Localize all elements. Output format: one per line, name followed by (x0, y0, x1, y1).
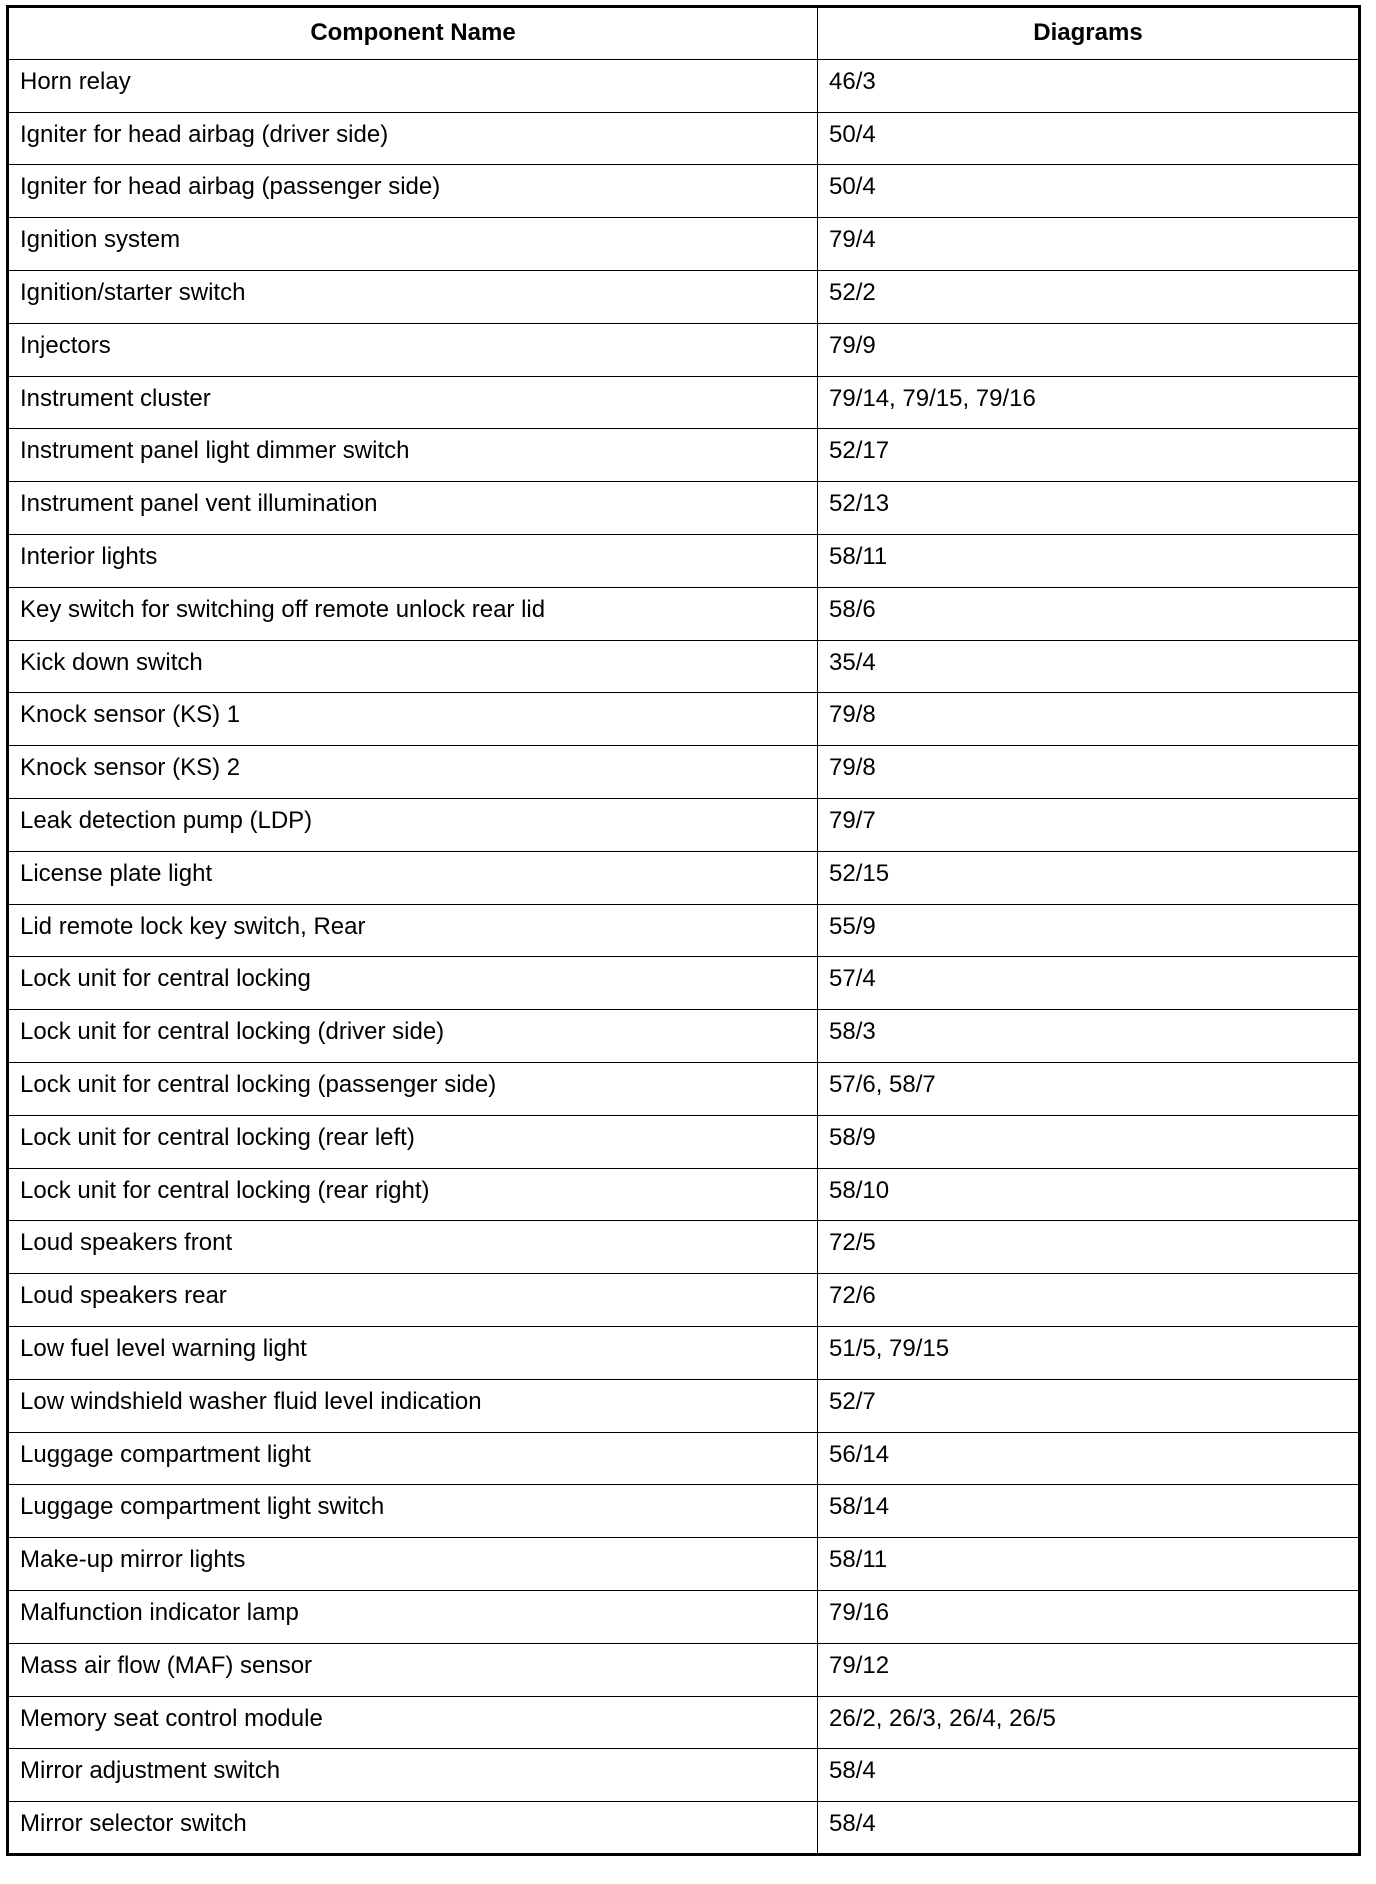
table-row (8, 1643, 1360, 1696)
component-name-cell: Interior lights (8, 534, 818, 587)
diagrams-cell: 79/16 (818, 1590, 1360, 1643)
component-name-cell: Low fuel level warning light (8, 1326, 818, 1379)
table-row (8, 1379, 1360, 1432)
component-name-cell: Lock unit for central locking (rear left) (8, 1115, 818, 1168)
diagrams-cell: 58/6 (818, 587, 1360, 640)
diagrams-cell: 58/4 (818, 1802, 1360, 1855)
component-name-cell: Knock sensor (KS) 2 (8, 746, 818, 799)
table-row (8, 904, 1360, 957)
table-row (8, 112, 1360, 165)
table-row (8, 218, 1360, 271)
component-name-cell: Mirror adjustment switch (8, 1749, 818, 1802)
header-row (8, 7, 1360, 60)
component-name-cell: Luggage compartment light switch (8, 1485, 818, 1538)
diagrams-cell: 79/8 (818, 746, 1360, 799)
diagrams-cell: 56/14 (818, 1432, 1360, 1485)
component-name-cell: Lock unit for central locking (passenger side) (8, 1062, 818, 1115)
diagrams-cell: 58/3 (818, 1010, 1360, 1063)
component-name-cell: Key switch for switching off remote unlock rear lid (8, 587, 818, 640)
table-body (8, 59, 1360, 1854)
diagrams-cell: 46/3 (818, 59, 1360, 112)
diagrams-cell: 58/10 (818, 1168, 1360, 1221)
component-name-cell: Low windshield washer fluid level indication (8, 1379, 818, 1432)
table-row (8, 270, 1360, 323)
table-row (8, 640, 1360, 693)
table-row (8, 1590, 1360, 1643)
diagrams-cell: 55/9 (818, 904, 1360, 957)
diagrams-cell: 52/2 (818, 270, 1360, 323)
table-row (8, 1168, 1360, 1221)
table-row (8, 746, 1360, 799)
component-name-cell: Make-up mirror lights (8, 1538, 818, 1591)
component-name-cell: Loud speakers front (8, 1221, 818, 1274)
component-name-cell: Memory seat control module (8, 1696, 818, 1749)
component-name-cell: Ignition system (8, 218, 818, 271)
diagrams-cell: 26/2, 26/3, 26/4, 26/5 (818, 1696, 1360, 1749)
table-row (8, 1696, 1360, 1749)
table-row (8, 1221, 1360, 1274)
diagrams-cell: 52/7 (818, 1379, 1360, 1432)
component-name-cell: Instrument panel light dimmer switch (8, 429, 818, 482)
component-name-cell: Knock sensor (KS) 1 (8, 693, 818, 746)
diagrams-cell: 50/4 (818, 165, 1360, 218)
component-name-cell: Injectors (8, 323, 818, 376)
component-name-cell: Ignition/starter switch (8, 270, 818, 323)
table-row (8, 1802, 1360, 1855)
table-row (8, 1326, 1360, 1379)
diagrams-cell: 79/14, 79/15, 79/16 (818, 376, 1360, 429)
component-name-cell: Igniter for head airbag (passenger side) (8, 165, 818, 218)
component-name-cell: Lid remote lock key switch, Rear (8, 904, 818, 957)
component-name-cell: Mirror selector switch (8, 1802, 818, 1855)
component-name-cell: Lock unit for central locking (8, 957, 818, 1010)
diagrams-cell: 58/14 (818, 1485, 1360, 1538)
diagrams-cell: 79/12 (818, 1643, 1360, 1696)
diagrams-cell: 79/4 (818, 218, 1360, 271)
table-row (8, 1432, 1360, 1485)
table-row (8, 693, 1360, 746)
diagrams-cell: 72/5 (818, 1221, 1360, 1274)
table-row (8, 1274, 1360, 1327)
table-row (8, 798, 1360, 851)
diagrams-cell: 58/11 (818, 1538, 1360, 1591)
table-row (8, 1538, 1360, 1591)
diagrams-cell: 57/6, 58/7 (818, 1062, 1360, 1115)
table-row (8, 482, 1360, 535)
column-header-diagrams: Diagrams (818, 7, 1360, 60)
diagrams-cell: 50/4 (818, 112, 1360, 165)
table-row (8, 429, 1360, 482)
component-name-cell: Lock unit for central locking (rear right) (8, 1168, 818, 1221)
table-row (8, 59, 1360, 112)
table-row (8, 1010, 1360, 1063)
component-name-cell: Instrument cluster (8, 376, 818, 429)
component-name-cell: Loud speakers rear (8, 1274, 818, 1327)
table-row (8, 376, 1360, 429)
component-name-cell: Malfunction indicator lamp (8, 1590, 818, 1643)
table-row (8, 1749, 1360, 1802)
column-header-component-name: Component Name (8, 7, 818, 60)
table-row (8, 1485, 1360, 1538)
diagrams-cell: 79/8 (818, 693, 1360, 746)
diagrams-cell: 35/4 (818, 640, 1360, 693)
table-row (8, 587, 1360, 640)
diagrams-cell: 58/4 (818, 1749, 1360, 1802)
diagrams-cell: 79/9 (818, 323, 1360, 376)
diagrams-cell: 57/4 (818, 957, 1360, 1010)
diagrams-cell: 58/11 (818, 534, 1360, 587)
diagrams-cell: 52/13 (818, 482, 1360, 535)
component-name-cell: Luggage compartment light (8, 1432, 818, 1485)
component-diagram-table (6, 5, 1361, 1856)
component-name-cell: Mass air flow (MAF) sensor (8, 1643, 818, 1696)
component-name-cell: Kick down switch (8, 640, 818, 693)
diagrams-cell: 52/15 (818, 851, 1360, 904)
diagrams-cell: 72/6 (818, 1274, 1360, 1327)
component-name-cell: License plate light (8, 851, 818, 904)
component-name-cell: Lock unit for central locking (driver side) (8, 1010, 818, 1063)
table-row (8, 851, 1360, 904)
diagrams-cell: 58/9 (818, 1115, 1360, 1168)
table-row (8, 534, 1360, 587)
component-name-cell: Horn relay (8, 59, 818, 112)
table-row (8, 1115, 1360, 1168)
table-row (8, 323, 1360, 376)
table-row (8, 957, 1360, 1010)
component-name-cell: Leak detection pump (LDP) (8, 798, 818, 851)
diagrams-cell: 79/7 (818, 798, 1360, 851)
table-row (8, 165, 1360, 218)
diagrams-cell: 51/5, 79/15 (818, 1326, 1360, 1379)
component-name-cell: Igniter for head airbag (driver side) (8, 112, 818, 165)
component-name-cell: Instrument panel vent illumination (8, 482, 818, 535)
table-row (8, 1062, 1360, 1115)
diagrams-cell: 52/17 (818, 429, 1360, 482)
